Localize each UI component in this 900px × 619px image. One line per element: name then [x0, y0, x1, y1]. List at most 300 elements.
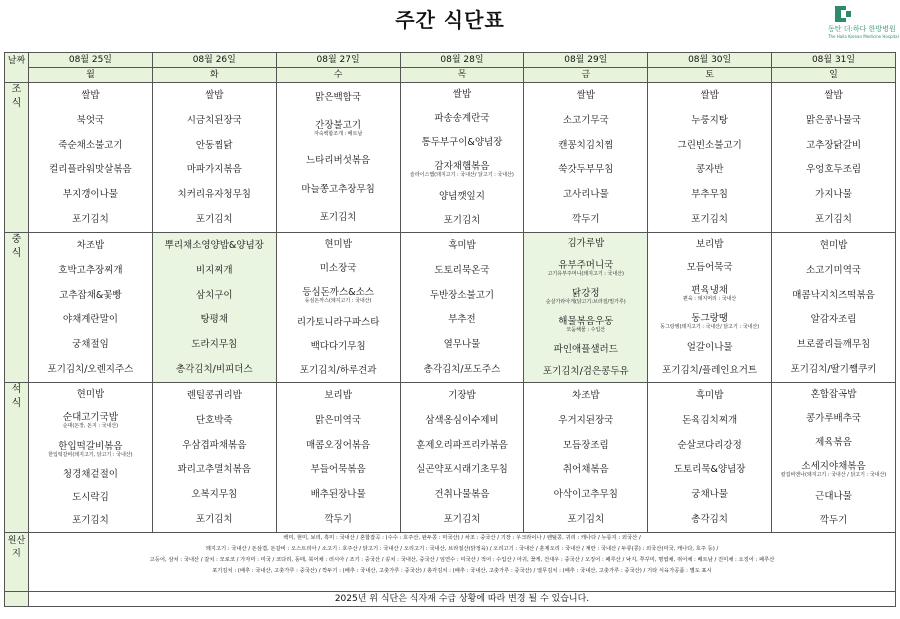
meal-label-text: 조식	[11, 84, 22, 109]
dish-item	[524, 189, 647, 200]
dish-item	[524, 260, 647, 277]
dish-name: 포기김치	[195, 514, 233, 526]
dish-item	[772, 515, 895, 526]
dish-item	[29, 469, 152, 480]
dish-name: 리가토니라구파스타	[296, 316, 380, 328]
dish-item	[153, 415, 276, 426]
dish-item	[648, 313, 771, 330]
dish-item	[772, 115, 895, 126]
dish-name: 우엉호두조림	[806, 164, 862, 176]
dish-item	[153, 364, 276, 375]
meal-label-text: 석식	[11, 384, 22, 409]
dish-item	[772, 240, 895, 251]
dish-item	[772, 339, 895, 350]
dish-name: 누룽지탕	[691, 114, 728, 126]
menu-cell	[524, 383, 648, 533]
menu-cell	[524, 83, 648, 233]
dish-list	[29, 383, 152, 532]
dish-name: 건취나물볶음	[434, 489, 490, 501]
dish-name: 캔꽁치김치찜	[558, 139, 614, 151]
dish-name: 비지찌개	[195, 264, 233, 276]
dish-list	[277, 83, 400, 232]
dish-item	[524, 440, 647, 451]
logo-name-en: The Haila Korean Medicine Hospital	[828, 34, 899, 39]
logo-name-ko: 동탄 더:하다 한방병원	[828, 25, 896, 33]
menu-cell	[152, 83, 276, 233]
weekday-cell: 목	[400, 68, 524, 83]
dish-item	[29, 290, 152, 301]
dish-item	[401, 339, 524, 350]
dish-name: 부들어묵볶음	[310, 464, 366, 476]
dish-name: 흑미밥	[448, 239, 476, 251]
dish-item	[648, 390, 771, 401]
dish-item	[401, 440, 524, 451]
dish-item	[772, 491, 895, 502]
dish-name: 현미밥	[324, 239, 352, 251]
dish-item	[648, 189, 771, 200]
dish-item	[524, 415, 647, 426]
dish-item	[153, 440, 276, 451]
date-row	[5, 53, 896, 68]
dish-item	[524, 344, 647, 355]
dish-name: 돈육김치찌개	[682, 414, 738, 426]
dish-name: 보리밥	[695, 238, 724, 250]
dish-item	[277, 390, 400, 401]
dish-item	[401, 464, 524, 475]
dish-name: 포기김치/하루견과	[299, 364, 377, 376]
dish-list	[648, 233, 771, 382]
dish-item	[648, 90, 771, 101]
dish-name: 매콤오징어볶음	[305, 439, 371, 451]
dish-name: 백다다기무침	[310, 340, 366, 352]
dish-origin-note: 한입떡갈비(돼지고기, 닭고기 : 국내산)	[48, 451, 133, 458]
dish-item	[277, 464, 400, 475]
weekday-cell: 토	[648, 68, 772, 83]
menu-cell	[648, 83, 772, 233]
dish-name: 가지나물	[815, 189, 852, 201]
dish-name: 렌틸콩귀리밥	[186, 389, 242, 401]
dish-list	[772, 83, 895, 232]
dish-name: 깍두기	[819, 514, 848, 526]
dish-item	[524, 489, 647, 500]
dish-name: 보리밥	[324, 389, 352, 401]
dish-item	[401, 290, 524, 301]
dish-origin-note: 고기유부주머니(돼지고기 : 국내산)	[547, 271, 624, 278]
dish-item	[648, 489, 771, 500]
dish-name: 모듬어묵국	[686, 261, 733, 273]
dish-name: 삼치구이	[195, 289, 233, 301]
date-cell: 08월 27일	[276, 53, 400, 68]
origin-info	[29, 533, 896, 592]
dish-name: 파인애플샐러드	[553, 343, 618, 355]
dish-name: 맑은백합국	[315, 91, 362, 103]
menu-cell	[276, 233, 400, 383]
dish-item	[648, 285, 771, 302]
dish-name: 도라지무침	[191, 339, 238, 351]
menu-cell	[29, 83, 153, 233]
dish-item	[772, 314, 895, 325]
dish-name: 포기김치	[691, 214, 728, 226]
dish-name: 닭강정	[572, 288, 600, 300]
dish-name: 차조밥	[76, 239, 105, 251]
dish-item	[277, 155, 400, 166]
dish-name: 편육냉채	[691, 284, 728, 296]
dish-name: 호박고추장찌개	[58, 264, 123, 276]
dish-item	[648, 342, 771, 353]
dish-item	[772, 164, 895, 175]
dish-name: 쌀밥	[700, 89, 719, 101]
dish-item	[401, 265, 524, 276]
dish-name: 순대고기국밥	[62, 411, 118, 423]
dish-item	[772, 413, 895, 424]
meal-row	[5, 233, 896, 383]
dish-name: 포기김치	[195, 214, 233, 226]
origin-line: 백미, 현미, 보리, 흑미 : 국내산 / 혼합잡곡 : (수수 : 호주산, 완두콩 : 미국산) / 차조 : 중국산 / 기장 : 우크라이나 / 렌틸콩, 귀리 : 캐나다 / 누룽지 : 외국산 /	[283, 535, 641, 541]
dish-item	[153, 290, 276, 301]
dish-name: 아삭이고추무침	[553, 489, 618, 501]
dish-item	[648, 262, 771, 273]
dish-item	[277, 317, 400, 328]
dish-item	[648, 239, 771, 250]
dish-item	[648, 365, 771, 376]
dish-name: 콩가루배추국	[806, 413, 862, 425]
dish-item	[401, 314, 524, 325]
dish-item	[401, 215, 524, 226]
date-cell: 08월 28일	[400, 53, 524, 68]
dish-item	[648, 140, 771, 151]
dish-name: 쌀밥	[824, 89, 843, 101]
dish-item	[648, 415, 771, 426]
dish-origin-note: 칼집비엔나(돼지고기 : 국내산 / 닭고기 : 국내산)	[780, 471, 887, 478]
dish-name: 유부주머니국	[558, 260, 614, 272]
menu-cell	[400, 83, 524, 233]
dish-item	[772, 90, 895, 101]
weekday-cell: 수	[276, 68, 400, 83]
dish-name: 차조밥	[572, 389, 600, 401]
menu-cell	[400, 383, 524, 533]
dish-item	[524, 115, 647, 126]
dish-item	[772, 389, 895, 400]
dish-name: 쌀밥	[205, 89, 224, 101]
dish-name: 야채계란말이	[62, 314, 118, 326]
dish-name: 부추전	[448, 314, 476, 326]
dish-item	[153, 314, 276, 325]
dish-name: 매콤낙지치즈떡볶음	[792, 289, 875, 301]
menu-cell	[152, 383, 276, 533]
menu-cell	[400, 233, 524, 383]
dish-list	[524, 233, 647, 382]
dish-item	[401, 240, 524, 251]
dish-name: 뿌리채소영양밥&양념장	[164, 239, 264, 251]
page-title: 주간 식단표	[395, 8, 505, 32]
meal-row	[5, 383, 896, 533]
dish-item	[29, 441, 152, 458]
dish-item	[277, 415, 400, 426]
dish-name: 훈제오리파프리카볶음	[416, 439, 508, 451]
dish-item	[29, 164, 152, 175]
dish-item	[277, 239, 400, 250]
dish-name: 마늘쫑고추장무침	[301, 183, 375, 195]
dish-list	[29, 233, 152, 382]
dish-item	[277, 514, 400, 525]
dish-item	[277, 440, 400, 451]
weekly-menu-table	[4, 52, 896, 607]
dish-name: 양념깻잎지	[439, 190, 485, 202]
dish-name: 취어채볶음	[562, 464, 609, 476]
weekday-row	[5, 68, 896, 83]
dish-name: 현미밥	[819, 239, 848, 251]
dish-item	[524, 390, 647, 401]
dish-item	[524, 90, 647, 101]
dish-name: 컬리플라워맛살볶음	[49, 164, 132, 176]
dish-item	[153, 164, 276, 175]
menu-cell	[276, 383, 400, 533]
dish-name: 근대나물	[815, 490, 852, 502]
weekday-cell: 금	[524, 68, 648, 83]
dish-name: 브로콜리들깨무침	[796, 339, 871, 351]
dish-name: 단호박죽	[195, 414, 233, 426]
dish-name: 얼갈이나물	[686, 342, 733, 354]
menu-cell	[152, 233, 276, 383]
dish-item	[277, 489, 400, 500]
dish-name: 맑은미역국	[315, 414, 362, 426]
dish-item	[401, 161, 524, 178]
dish-name: 배추된장나물	[310, 489, 366, 501]
dish-item	[29, 412, 152, 429]
dish-name: 도토리묵&양념장	[673, 464, 746, 476]
meal-label	[5, 383, 29, 533]
dish-item	[772, 189, 895, 200]
dish-name: 고추장닭갈비	[806, 139, 862, 151]
dish-name: 느타리버섯볶음	[305, 154, 371, 166]
dish-name: 우거지된장국	[558, 414, 614, 426]
dish-item	[772, 364, 895, 375]
dish-list	[401, 233, 524, 382]
origin-line: 고등어, 삼치 : 국내산 / 갈치 : 모로코 / 가자미 : 미국 / 코다리, 동태, 북어채 : 러시아 / 조기 : 중국산 / 꽁치 : 국내산, 중국산 / 임연수 : 미국산 / 적어 : 수입산 / 아귀, 꽃게, 건새우 : 중국산 / 오징어 : 페루산 / 낙지, 쭈꾸미, 명엽채, 쥐어채 : 베트남 / 진미채 : 오징어 : 페루산	[149, 557, 775, 563]
dish-name: 청경채겉절이	[62, 469, 118, 481]
menu-cell	[648, 383, 772, 533]
dish-name: 포기김치	[72, 214, 109, 226]
dish-origin-note: 순살가라아게(닭고기:브라질/밀가루)	[545, 299, 626, 306]
dish-name: 포기김치/오렌지주스	[47, 364, 134, 376]
dish-item	[401, 113, 524, 124]
dish-item	[524, 238, 647, 249]
dish-item	[648, 440, 771, 451]
dish-item	[153, 265, 276, 276]
dish-name: 포기김치	[72, 515, 109, 527]
dish-list	[153, 383, 276, 532]
date-cell: 08월 31일	[772, 53, 896, 68]
dish-name: 흑미밥	[695, 389, 724, 401]
dish-item	[29, 115, 152, 126]
dish-name: 한입떡갈비볶음	[58, 440, 123, 452]
dish-name: 깍두기	[324, 514, 352, 526]
dish-item	[277, 120, 400, 137]
dish-item	[29, 515, 152, 526]
dish-name: 콩자반	[695, 164, 724, 176]
dish-list	[153, 83, 276, 232]
dish-item	[524, 164, 647, 175]
origin-line: 포기김치 : (배추 : 국내산, 고춧가루 : 중국산) / 깍두기 : (배추 : 국내산, 고춧가루 : 중국산) / 총각김치 : (배추 : 국내산, 고춧가루 : 중국산) / 열무김치 : (배추 : 국내산, 고춧가루 : 중국산) / 기타 식육가공품 : 별도 표시	[212, 568, 712, 574]
dish-name: 총각김치/비피더스	[175, 364, 253, 376]
dish-name: 부추무침	[691, 189, 728, 201]
dish-origin-note: 동그랑땡(돼지고기 : 국내산/ 닭고기 : 국내산)	[660, 324, 760, 331]
meal-label	[5, 233, 29, 383]
dish-name: 동그랑땡	[691, 313, 728, 325]
dish-name: 통두부구이&양념장	[421, 137, 503, 149]
dish-item	[524, 140, 647, 151]
date-cell: 08월 25일	[29, 53, 153, 68]
dish-item	[772, 140, 895, 151]
dish-list	[772, 233, 895, 382]
dish-name: 포기김치	[443, 514, 481, 526]
dish-list	[401, 83, 524, 232]
dish-name: 기장밥	[448, 389, 476, 401]
dish-item	[29, 265, 152, 276]
dish-item	[29, 240, 152, 251]
dish-item	[401, 89, 524, 100]
dish-name: 간장불고기	[315, 120, 362, 132]
dish-item	[401, 364, 524, 375]
meal-row	[5, 83, 896, 233]
dish-name: 실곤약포시래기초무침	[416, 464, 508, 476]
dish-item	[153, 214, 276, 225]
dish-name: 모듬장조림	[562, 439, 609, 451]
dish-list	[524, 83, 647, 232]
dish-item	[401, 191, 524, 202]
dish-item	[153, 115, 276, 126]
dish-origin-note: 편육 : 돼지머리 : 국내산	[683, 295, 737, 302]
dish-item	[648, 214, 771, 225]
date-cell: 08월 26일	[152, 53, 276, 68]
dish-item	[277, 184, 400, 195]
origin-line: 돼지고기 : 국내산 / 돈삼겹, 돈갈비 : 오스트리아 / 소고기 : 호주산 / 닭고기 : 국내산 / 오리고기 : 국내산, 브라질산(닭정육) / 오리고기 : 국내산 / 훈제오리 : 국내산 / 계란 : 국내산 / 두류(콩) : 외국산(미국, 캐나다, 호주 등) /	[205, 546, 719, 552]
dish-item	[648, 514, 771, 525]
dish-name: 순살코다리강정	[677, 439, 742, 451]
dish-item	[772, 461, 895, 478]
dish-name: 열무나물	[443, 339, 481, 351]
dish-name: 포기김치	[815, 214, 852, 226]
dish-name: 쌀밥	[576, 89, 595, 101]
dish-name: 맑은콩나물국	[806, 114, 862, 126]
dish-name: 쑥갓두부무침	[558, 164, 614, 176]
dish-name: 알감자조림	[810, 314, 857, 326]
menu-cell	[276, 83, 400, 233]
origin-row	[5, 533, 896, 592]
logo-mark-icon	[835, 6, 851, 22]
dish-name: 죽순채소불고기	[58, 139, 123, 151]
dish-name: 포기김치/검은콩두유	[542, 365, 629, 377]
dish-item	[153, 240, 276, 251]
dish-name: 쌀밥	[452, 89, 472, 101]
dish-name: 포기김치	[319, 212, 357, 224]
dish-name: 오복지무침	[191, 489, 238, 501]
dish-item	[524, 464, 647, 475]
dish-item	[29, 214, 152, 225]
dish-name: 안동찜닭	[195, 139, 233, 151]
dish-item	[153, 90, 276, 101]
dish-item	[648, 164, 771, 175]
dish-list	[772, 383, 895, 532]
menu-cell	[29, 233, 153, 383]
date-cell: 08월 29일	[524, 53, 648, 68]
dish-list	[648, 83, 771, 232]
dish-name: 제육볶음	[815, 437, 852, 449]
dish-name: 부지갱이나물	[62, 189, 118, 201]
dish-name: 고추잡채&꽃빵	[59, 289, 122, 301]
hospital-logo	[828, 6, 900, 39]
dish-item	[772, 290, 895, 301]
dish-item	[524, 214, 647, 225]
dish-name: 치커리유자청무침	[177, 189, 251, 201]
dish-item	[153, 189, 276, 200]
dish-origin-note: 슬라이스햄(돼지고기 : 국내산/ 닭고기 : 국내산)	[410, 171, 514, 178]
dish-list	[153, 233, 276, 382]
dish-list	[524, 383, 647, 532]
dish-origin-note: 순대(돈장, 돈지 : 국내산)	[62, 422, 119, 429]
dish-list	[277, 233, 400, 382]
dish-name: 해물볶음우동	[558, 315, 614, 327]
dish-name: 포기김치/플레인요거트	[662, 365, 758, 377]
dish-item	[401, 390, 524, 401]
dish-name: 포기김치	[567, 514, 605, 526]
dish-name: 혼합잡곡밥	[810, 389, 857, 401]
dish-name: 쌀밥	[81, 89, 100, 101]
dish-name: 소고기무국	[562, 114, 609, 126]
dish-name: 현미밥	[76, 388, 105, 400]
dish-item	[153, 339, 276, 350]
weekday-cell: 월	[29, 68, 153, 83]
dish-item	[648, 115, 771, 126]
dish-item	[772, 437, 895, 448]
dish-name: 삼색옹심이수제비	[425, 414, 499, 426]
dish-list	[277, 383, 400, 532]
dish-item	[524, 316, 647, 333]
dish-item	[153, 489, 276, 500]
meal-label	[5, 83, 29, 233]
dish-item	[153, 140, 276, 151]
dish-item	[401, 489, 524, 500]
dish-name: 총각김치/포도주스	[423, 364, 501, 376]
dish-name: 꽈리고추멸치볶음	[177, 464, 251, 476]
dish-name: 북엇국	[76, 114, 105, 126]
date-header-label: 날짜	[5, 53, 29, 83]
dish-item	[277, 212, 400, 223]
footer-row	[5, 592, 896, 607]
dish-name: 소세지야채볶음	[801, 460, 866, 472]
dish-item	[401, 137, 524, 148]
dish-name: 그린빈소불고기	[677, 139, 742, 151]
dish-item	[29, 314, 152, 325]
dish-name: 포기김치/딸기쨈쿠키	[790, 364, 877, 376]
dish-list	[401, 383, 524, 532]
dish-name: 고사리나물	[562, 189, 609, 201]
menu-cell	[772, 383, 896, 533]
dish-item	[648, 464, 771, 475]
weekday-cell: 일	[772, 68, 896, 83]
dish-item	[29, 492, 152, 503]
dish-list	[648, 383, 771, 532]
dish-name: 미소장국	[319, 263, 357, 275]
dish-item	[277, 263, 400, 274]
dish-item	[29, 90, 152, 101]
dish-name: 등심돈까스&소스	[302, 287, 374, 299]
dish-item	[153, 514, 276, 525]
dish-name: 파송송계란국	[434, 113, 490, 125]
dish-origin-note: 등심돈까스(돼지고기 : 국내산)	[304, 298, 372, 305]
dish-name: 도토리묵온국	[434, 264, 490, 276]
menu-cell	[648, 233, 772, 383]
